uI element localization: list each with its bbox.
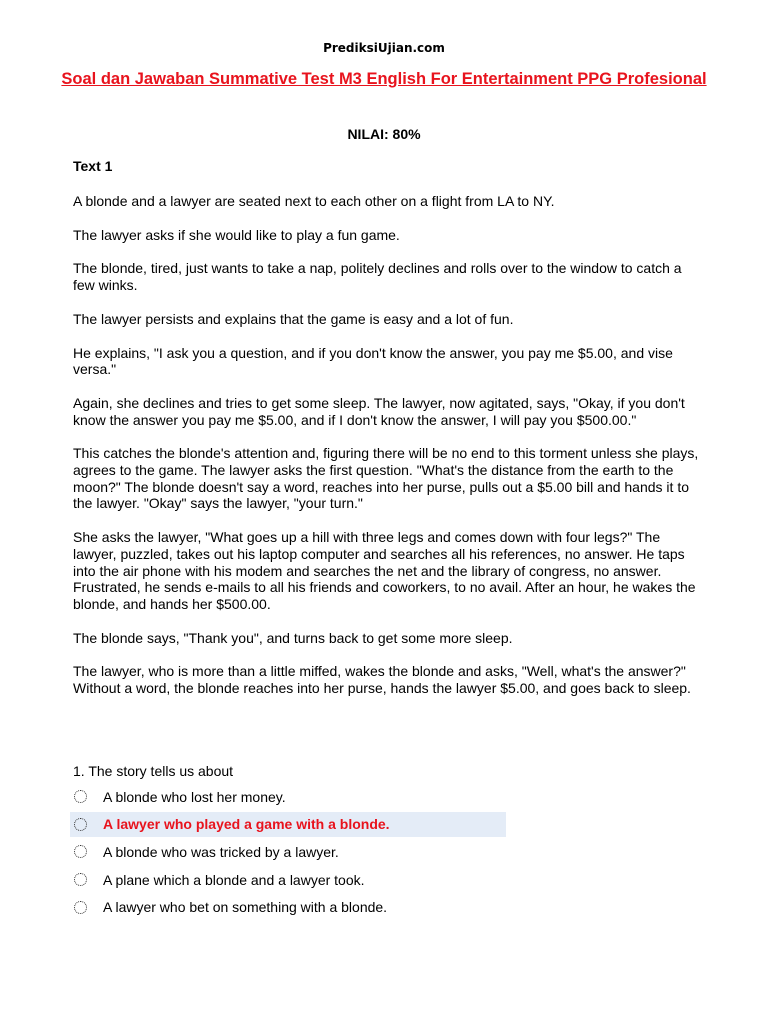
radio-icon[interactable] bbox=[74, 790, 87, 803]
radio-icon[interactable] bbox=[74, 818, 87, 831]
site-name: PrediksiUjian.com bbox=[323, 41, 445, 55]
option-label: A plane which a blonde and a lawyer took. bbox=[103, 871, 365, 888]
story-paragraph: The blonde says, "Thank you", and turns back to get some more sleep. bbox=[73, 629, 513, 646]
option-label: A lawyer who bet on something with a blonde. bbox=[103, 899, 388, 916]
story-paragraph: Again, she declines and tries to get some sleep. The lawyer, now agitated, says, "Okay, if you don't know the answer you pay me $5.00, and if I don't know the answer, I will pay you $500.00." bbox=[73, 394, 685, 428]
story-paragraph: The lawyer persists and explains that the game is easy and a lot of fun. bbox=[73, 310, 514, 327]
story-body bbox=[73, 193, 703, 714]
story-paragraph: The lawyer asks if she would like to play a fun game. bbox=[73, 226, 400, 243]
story-paragraph: She asks the lawyer, "What goes up a hill with three legs and comes down with four legs?" The lawyer, puzzled, takes out his laptop computer and searches all his references, no answer. He taps into the air phone with his modem and searches the net and the library of congress, no answer. Frustrated, he sends e-mails to all his friends and coworkers, to no avail. After an hour, he wakes the blonde, and hands her $500.00. bbox=[73, 529, 696, 612]
answer-option[interactable] bbox=[70, 839, 510, 864]
option-label: A blonde who lost her money. bbox=[103, 788, 286, 805]
page-title: Soal dan Jawaban Summative Test M3 English For Entertainment PPG Profesional bbox=[61, 70, 707, 88]
radio-icon[interactable] bbox=[74, 873, 87, 886]
score-label: NILAI: 80% bbox=[347, 126, 421, 142]
answer-option-selected[interactable] bbox=[70, 812, 506, 837]
text-heading: Text 1 bbox=[73, 158, 113, 174]
story-paragraph: The blonde, tired, just wants to take a nap, politely declines and rolls over to the window to catch a few winks. bbox=[73, 260, 682, 294]
option-label: A lawyer who played a game with a blonde. bbox=[103, 816, 390, 833]
radio-icon[interactable] bbox=[74, 901, 87, 914]
story-paragraph: The lawyer, who is more than a little miffed, wakes the blonde and asks, "Well, what's the answer?" Without a word, the blonde reaches into her purse, hands the lawyer $5.00, and goes back to sleep. bbox=[73, 663, 691, 697]
answer-options bbox=[70, 784, 510, 922]
answer-option[interactable] bbox=[70, 895, 510, 920]
answer-option[interactable] bbox=[70, 867, 510, 892]
answer-option[interactable] bbox=[70, 784, 510, 809]
story-paragraph: A blonde and a lawyer are seated next to each other on a flight from LA to NY. bbox=[73, 193, 555, 209]
option-label: A blonde who was tricked by a lawyer. bbox=[103, 843, 339, 860]
story-paragraph: This catches the blonde's attention and, figuring there will be no end to this torment unless she plays, agrees to the game. The lawyer asks the first question. "What's the distance from the earth to the moon?" The blonde doesn't say a word, reaches into her purse, pulls out a $5.00 bill and hands it to the lawyer. "Okay" says the lawyer, "your turn." bbox=[73, 445, 699, 512]
radio-icon[interactable] bbox=[74, 845, 87, 858]
question-text: 1. The story tells us about bbox=[73, 763, 234, 779]
story-paragraph: He explains, "I ask you a question, and if you don't know the answer, you pay me $5.00, and vise versa." bbox=[73, 344, 673, 378]
